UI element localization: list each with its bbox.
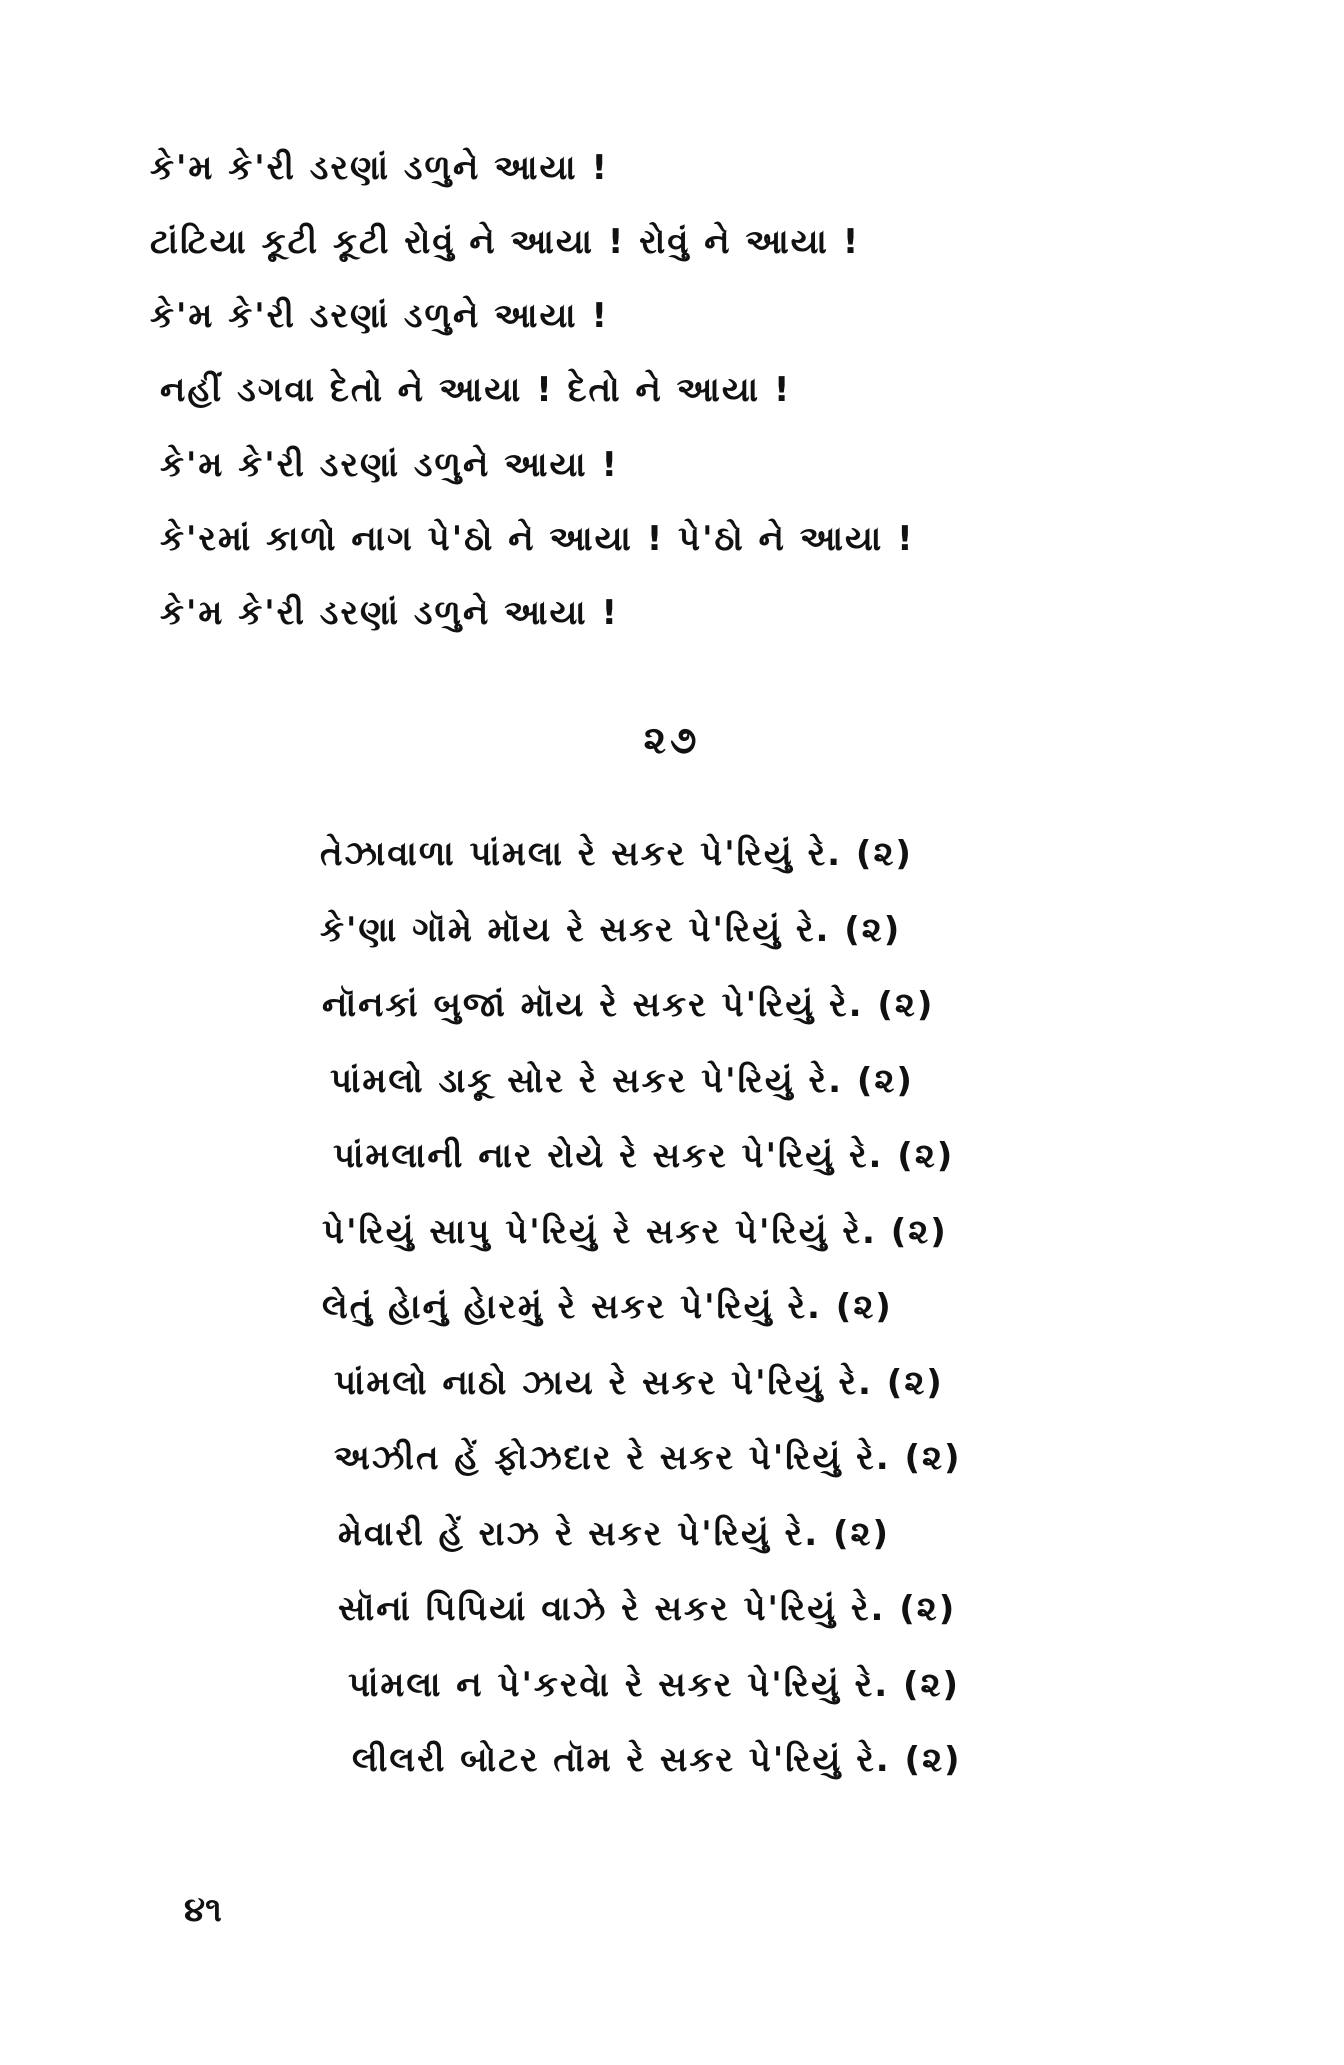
verse-line: કે'મ કે'રી ડરણાં ડળુને આયા ! xyxy=(160,445,619,485)
verse-line: નહીં ડગવા દેતો ને આયા ! દેતો ને આયા ! xyxy=(160,370,792,410)
song-line: નૉનકાં બુજાં મૉય રે સકર પે'રિયું રે. (૨) xyxy=(322,985,935,1025)
song-line: પાંમલો ડાકૂ સોર રે સકર પે'રિયું રે. (૨) xyxy=(330,1061,914,1101)
song-line: પે'રિયું સાપુ પે'રિયું રે સકર પે'રિયું રે. (૨) xyxy=(322,1212,948,1252)
song-line: પાંમલા ન પે'કરવેા રે સકર પે'રિયું રે. (૨) xyxy=(348,1665,961,1705)
song-line: લીલરી બોટર તૉમ રે સકર પે'રિયું રે. (૨) xyxy=(352,1740,962,1780)
verse-line: કે'મ કે'રી ડરણાં ડળુને આયા ! xyxy=(150,148,609,188)
song-line: પાંમલો નાઠો ઝાય રે સકર પે'રિયું રે. (૨) xyxy=(334,1363,944,1403)
song-line: મેવારી હેં રાઝ રે સકર પે'રિયું રે. (૨) xyxy=(338,1514,891,1554)
song-line: અઝીત હેં ફોઝદાર રે સકર પે'રિયું રે. (૨) xyxy=(334,1438,962,1478)
song-line: સૉનાં પિપિયાં વાઝે રે સકર પે'રિયું રે. (૨) xyxy=(338,1589,957,1629)
page-number: ૪૧ xyxy=(184,1890,222,1930)
verse-line: કે'મ કે'રી ડરણાં ડળુને આયા ! xyxy=(160,593,619,633)
song-line: કે'ણા ગૉમે મૉય રે સકર પે'રિયું રે. (૨) xyxy=(320,910,902,950)
song-number-heading: ૨૭ xyxy=(643,718,701,762)
song-line: તેઝાવાળા પાંમલા રે સકર પે'રિયું રે. (૨) xyxy=(320,834,913,874)
verse-line: કે'મ કે'રી ડરણાં ડળુને આયા ! xyxy=(150,296,609,336)
song-line: પાંમલાની નાર રોયે રે સકર પે'રિયું રે. (૨) xyxy=(333,1136,955,1176)
verse-line: કે'રમાં કાળો નાગ પે'ઠો ને આયા ! પે'ઠો ને આયા ! xyxy=(160,519,915,559)
verse-line: ટાંટિયા કૂટી કૂટી રોવું ને આયા ! રોવું ને આયા ! xyxy=(150,222,861,262)
song-line: લેતું હેાનું હેારમું રે સકર પે'રિયું રે. (૨) xyxy=(322,1287,893,1327)
